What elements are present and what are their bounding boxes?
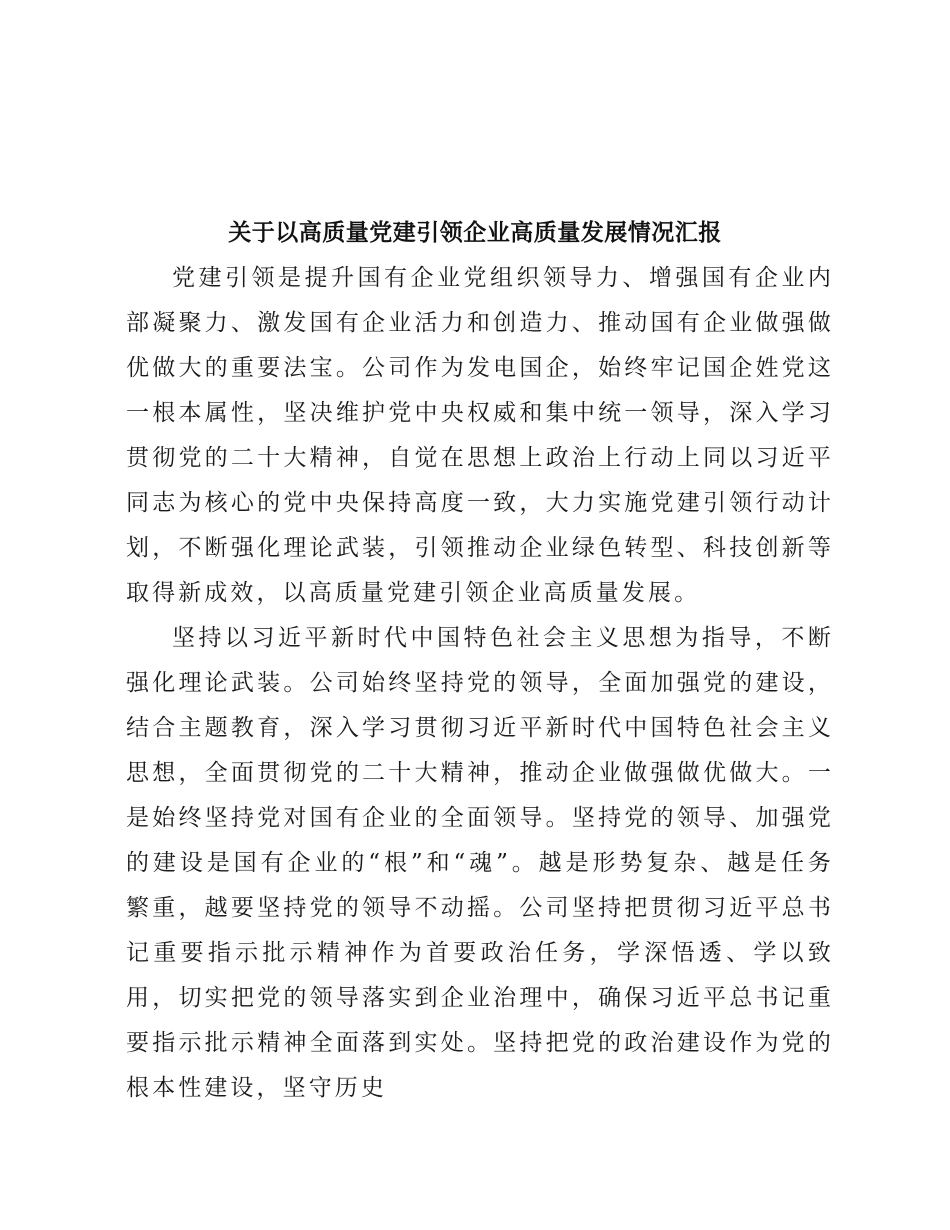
paragraph-theory: 坚持以习近平新时代中国特色社会主义思想为指导，不断强化理论武装。公司始终坚持党的领导，全面加强党的建设，结合主题教育，深入学习贯彻习近平新时代中国特色社会主义思想，全面贯彻党的二十大精神，推动企业做强做优做大。一是始终坚持党对国有企业的全面领导。坚持党的领导、加强党的建设是国有企业的“根”和“魂”。越是形势复杂、越是任务繁重，越要坚持党的领导不动摇。公司坚持把贯彻习近平总书记重要指示批示精神作为首要政治任务，学深悟透、学以致用，切实把党的领导落实到企业治理中，确保习近平总书记重要指示批示精神全面落到实处。坚持把党的政治建设作为党的根本性建设，坚守历史 <box>126 625 834 1101</box>
document-body <box>126 256 834 1111</box>
document-title: 关于以高质量党建引领企业高质量发展情况汇报 <box>228 219 722 246</box>
paragraph-intro: 党建引领是提升国有企业党组织领导力、增强国有企业内部凝聚力、激发国有企业活力和创造力、推动国有企业做强做优做大的重要法宝。公司作为发电国企，始终牢记国企姓党这一根本属性，坚决维护党中央权威和集中统一领导，深入学习贯彻党的二十大精神，自觉在思想上政治上行动上同以习近平同志为核心的党中央保持高度一致，大力实施党建引领行动计划，不断强化理论武装，引领推动企业绿色转型、科技创新等取得新成效，以高质量党建引领企业高质量发展。 <box>126 265 834 606</box>
